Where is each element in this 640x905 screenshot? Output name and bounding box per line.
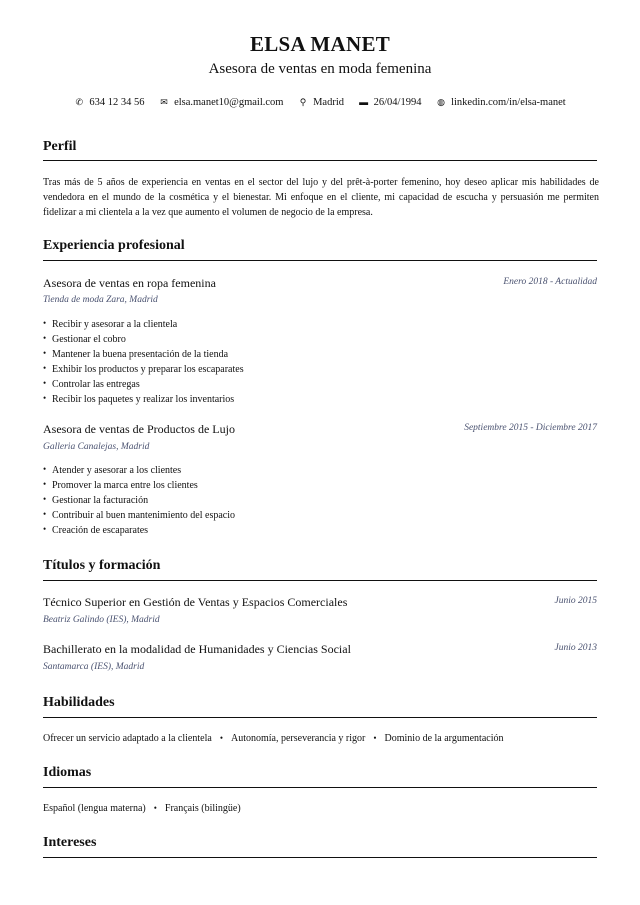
bullet-separator: • bbox=[219, 733, 223, 743]
section-divider bbox=[43, 260, 597, 261]
skills-list bbox=[43, 731, 503, 746]
envelope-icon: ✉ bbox=[160, 97, 168, 107]
location-text: Madrid bbox=[313, 97, 344, 108]
task-item: • Creación de escaparates bbox=[43, 523, 235, 538]
section-title-profile: Perfil bbox=[43, 139, 77, 154]
email-text[interactable]: elsa.manet10@gmail.com bbox=[174, 97, 284, 108]
section-title-experience: Experiencia profesional bbox=[43, 238, 185, 253]
job-place: Galleria Canalejas, Madrid bbox=[43, 442, 150, 452]
contact-row bbox=[43, 95, 597, 110]
section-title-interests: Intereses bbox=[43, 835, 97, 850]
task-item: • Gestionar la facturación bbox=[43, 493, 235, 508]
candidate-name: ELSA MANET bbox=[249, 32, 391, 56]
job-tasks bbox=[43, 317, 244, 407]
task-item: • Promover la marca entre los clientes bbox=[43, 478, 235, 493]
degree-school: Santamarca (IES), Madrid bbox=[43, 662, 145, 672]
map-pin-icon: ⚲ bbox=[299, 97, 307, 107]
phone-icon: ✆ bbox=[75, 97, 84, 107]
task-item: • Exhibir los productos y preparar los escaparates bbox=[43, 362, 244, 377]
job-title: Asesora de ventas de Productos de Lujo bbox=[43, 422, 235, 436]
task-item: • Recibir los paquetes y realizar los inventarios bbox=[43, 392, 244, 407]
bullet-separator: • bbox=[153, 803, 157, 813]
birthdate-text: 26/04/1994 bbox=[373, 97, 422, 108]
bullet-separator: • bbox=[373, 733, 377, 743]
degree-title: Técnico Superior en Gestión de Ventas y Espacios Comerciales bbox=[43, 595, 348, 609]
linkedin-link[interactable]: linkedin.com/in/elsa-manet bbox=[451, 97, 566, 108]
job-title: Asesora de ventas en ropa femenina bbox=[43, 276, 216, 290]
skill-item: Autonomía, perseverancia y rigor bbox=[230, 733, 366, 744]
languages-list bbox=[43, 801, 241, 816]
calendar-icon: ▬ bbox=[359, 97, 369, 107]
task-item: • Gestionar el cobro bbox=[43, 332, 244, 347]
job-place: Tienda de moda Zara, Madrid bbox=[43, 295, 158, 305]
contact-email[interactable] bbox=[159, 95, 283, 110]
degree-date: Junio 2013 bbox=[554, 643, 597, 653]
task-item: • Controlar las entregas bbox=[43, 377, 244, 392]
job-tasks bbox=[43, 463, 235, 538]
task-item: • Mantener la buena presentación de la tienda bbox=[43, 347, 244, 362]
contact-linkedin[interactable] bbox=[436, 95, 566, 110]
skill-item: Dominio de la argumentación bbox=[384, 733, 504, 744]
section-title-skills: Habilidades bbox=[43, 695, 115, 710]
section-divider bbox=[43, 160, 597, 161]
degree-title: Bachillerato en la modalidad de Humanidades y Ciencias Social bbox=[43, 642, 351, 656]
contact-location bbox=[298, 95, 344, 110]
section-divider bbox=[43, 857, 597, 858]
task-item: • Atender y asesorar a los clientes bbox=[43, 463, 235, 478]
section-divider bbox=[43, 580, 597, 581]
section-divider bbox=[43, 717, 597, 718]
job-date: Enero 2018 - Actualidad bbox=[503, 277, 597, 287]
section-title-languages: Idiomas bbox=[43, 765, 92, 780]
skill-item: Ofrecer un servicio adaptado a la clientela bbox=[43, 733, 212, 744]
profile-text: Tras más de 5 años de experiencia en ventas en el sector del lujo y del prêt-à-porter femenino, hoy deseo aplicar mis habilidades de vendedora en el mundo de la cosmética y el bienestar. Mi enfoque en el cliente, mi capacidad de escucha y persuasión me permiten fidelizar a mi clientela a la vez que aumento el volumen de negocio de la empresa. bbox=[43, 177, 599, 218]
contact-birthdate bbox=[359, 95, 422, 110]
language-item: Français (bilingüe) bbox=[164, 803, 241, 814]
contact-phone bbox=[74, 95, 144, 110]
task-item: • Contribuir al buen mantenimiento del espacio bbox=[43, 508, 235, 523]
degree-school: Beatriz Galindo (IES), Madrid bbox=[43, 615, 160, 625]
degree-date: Junio 2015 bbox=[554, 596, 597, 606]
globe-icon: ◍ bbox=[437, 97, 446, 107]
task-item: • Recibir y asesorar a la clientela bbox=[43, 317, 244, 332]
section-title-education: Títulos y formación bbox=[43, 558, 161, 573]
job-date: Septiembre 2015 - Diciembre 2017 bbox=[464, 423, 597, 433]
language-item: Español (lengua materna) bbox=[43, 803, 146, 814]
section-divider bbox=[43, 787, 597, 788]
phone-text: 634 12 34 56 bbox=[89, 97, 145, 108]
candidate-subtitle: Asesora de ventas en moda femenina bbox=[208, 61, 432, 77]
